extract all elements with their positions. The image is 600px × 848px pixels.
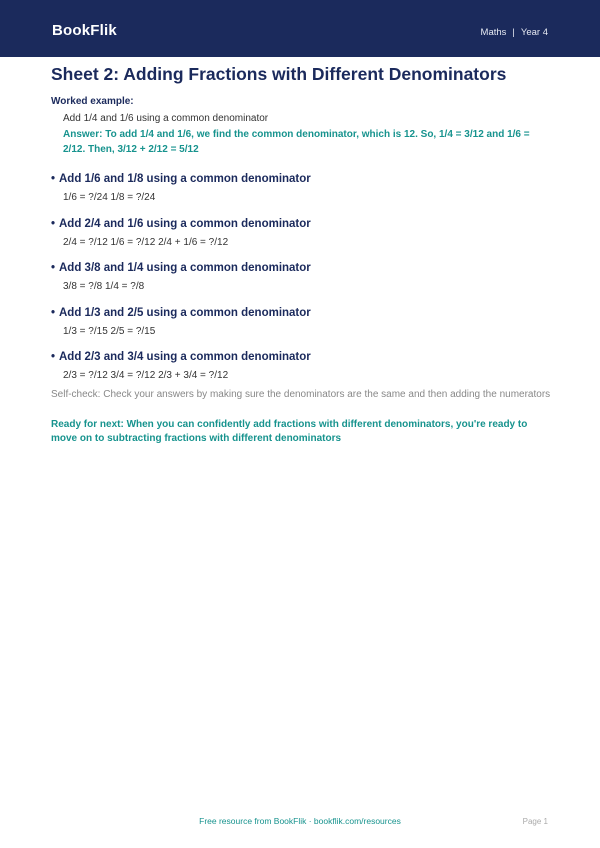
- worked-example-label: Worked example:: [51, 96, 134, 107]
- header-meta: [481, 27, 548, 38]
- question-title: [51, 351, 311, 363]
- question-title: [51, 173, 311, 185]
- question-prompt: 2/4 = ?/12 1/6 = ?/12 2/4 + 1/6 = ?/12: [63, 237, 229, 248]
- page-number: Page 1: [522, 817, 548, 826]
- footer-credit[interactable]: Free resource from BookFlik · bookflik.com/resources: [199, 816, 401, 826]
- question-title: [51, 218, 311, 230]
- question-prompt: 3/8 = ?/8 1/4 = ?/8: [63, 281, 145, 292]
- question-title-text: Add 1/3 and 2/5 using a common denominator: [59, 307, 311, 319]
- question-prompt: 2/3 = ?/12 3/4 = ?/12 2/3 + 3/4 = ?/12: [63, 370, 229, 381]
- question-title-text: Add 1/6 and 1/8 using a common denominator: [59, 173, 311, 185]
- question-prompt: 1/6 = ?/24 1/8 = ?/24: [63, 192, 156, 203]
- bullet-icon: •: [51, 173, 56, 185]
- question-title-text: Add 3/8 and 1/4 using a common denominator: [59, 262, 311, 274]
- question-title: [51, 307, 311, 319]
- question-title-text: Add 2/3 and 3/4 using a common denominator: [59, 351, 311, 363]
- bullet-icon: •: [51, 262, 56, 274]
- year-label: Year 4: [520, 27, 548, 38]
- bullet-icon: •: [51, 218, 56, 230]
- page-title: Sheet 2: Adding Fractions with Different Denominators: [51, 64, 507, 84]
- question-prompt: 1/3 = ?/15 2/5 = ?/15: [63, 326, 156, 337]
- brand-logo: BookFlik: [52, 22, 117, 39]
- meta-separator: |: [512, 27, 515, 38]
- question-title: [51, 262, 311, 274]
- worked-example-answer: Answer: To add 1/4 and 1/6, we find the common denominator, which is 12. So, 1/4 = 3/12 and 1/6 = 2/12. Then, 3/12 + 2/12 = 5/12: [63, 129, 530, 155]
- self-check-note: Self-check: Check your answers by making sure the denominators are the same and then adding the numerators: [51, 389, 551, 400]
- ready-for-next-note: Ready for next: When you can confidently add fractions with different denominators, you're ready to move on to subtracting fractions with different denominators: [51, 419, 528, 444]
- worked-example-question: Add 1/4 and 1/6 using a common denominator: [63, 113, 269, 124]
- question-title-text: Add 2/4 and 1/6 using a common denominator: [59, 218, 311, 230]
- bullet-icon: •: [51, 351, 56, 363]
- bullet-icon: •: [51, 307, 56, 319]
- page-header: [0, 0, 600, 57]
- subject-label: Maths: [480, 27, 507, 38]
